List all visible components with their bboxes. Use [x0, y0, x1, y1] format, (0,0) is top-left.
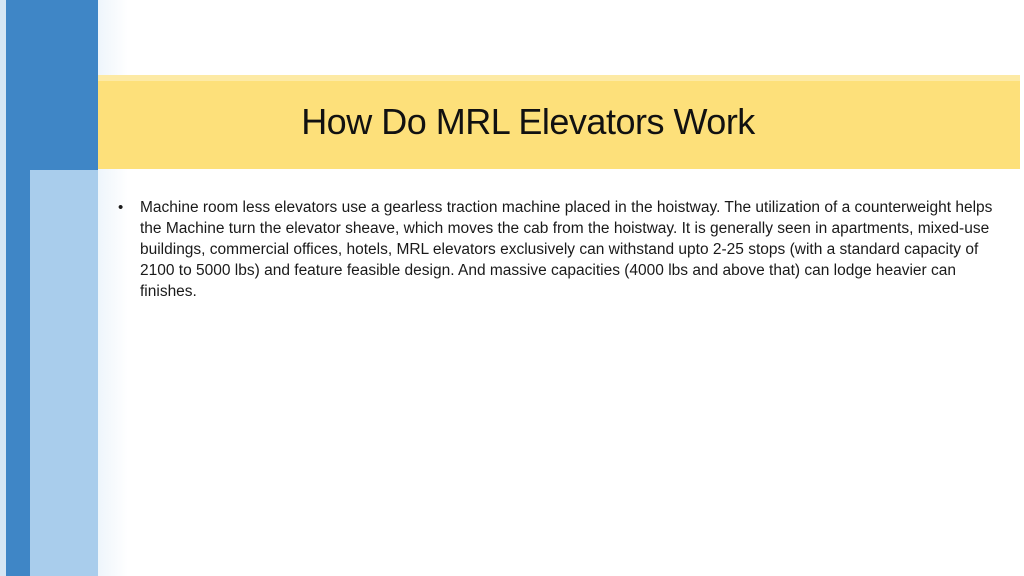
bullet-text: Machine room less elevators use a gearless traction machine placed in the hoistway. The utilization of a counterweight helps the Machine turn the elevator sheave, which moves the cab from the hoistway. It is generally seen in apartments, mixed-use buildings, commercial offices, hotels, MRL elevators exclusively can withstand upto 2-25 stops (with a standard capacity of 2100 to 5000 lbs) and feature feasible design. And massive capacities (4000 lbs and above that) can lodge heavier can finishes. — [140, 199, 993, 300]
slide-title: How Do MRL Elevators Work — [301, 101, 755, 142]
bullet-item — [118, 197, 998, 302]
left-edge-strip — [0, 0, 6, 576]
left-light-bar — [30, 170, 98, 576]
bullet-marker: • — [118, 199, 124, 216]
bullet-list — [118, 197, 998, 302]
